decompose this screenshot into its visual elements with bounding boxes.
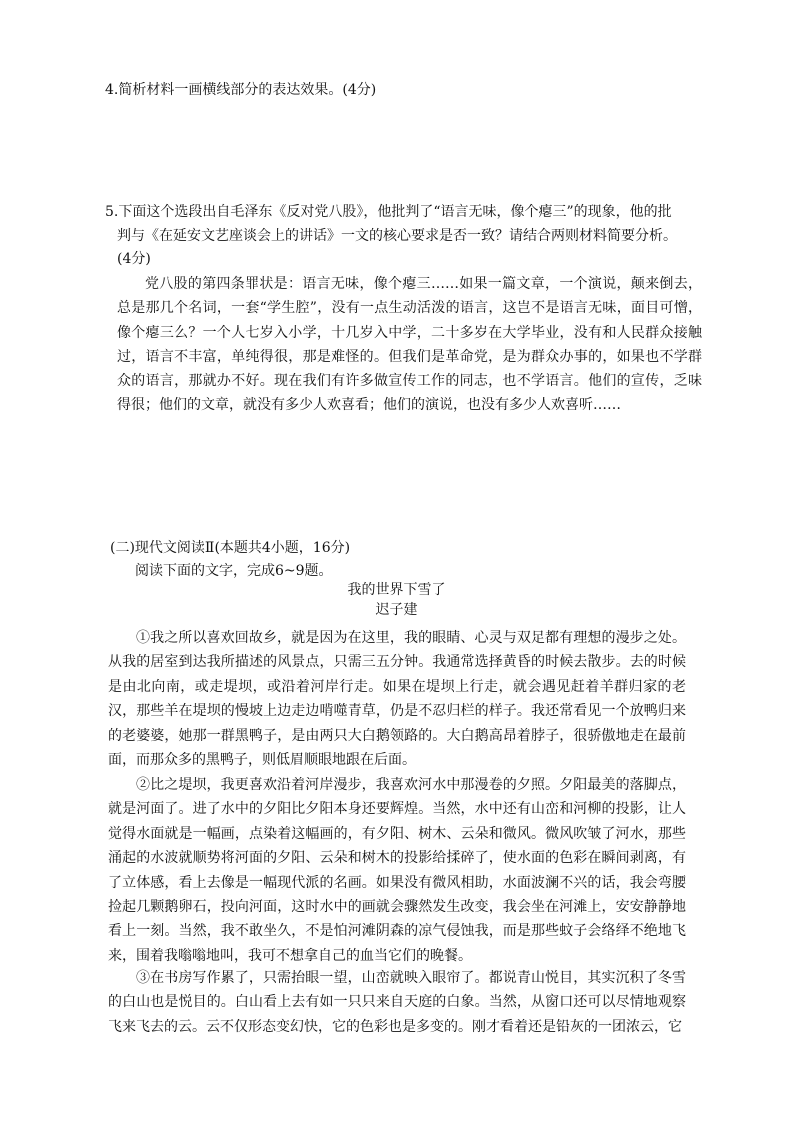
- question-5-material: 党八股的第四条罪状是：语言无味，像个瘪三……如果一篇文章，一个演说，颠来倒去，总是那几个名词，一套“学生腔”，没有一点生动活泼的语言，这岂不是语言无味，面目可憎，像个瘪三么？一个人七岁入小学，十几岁入中学，二十多岁在大学毕业，没有和人民群众接触过，语言不丰富，单纯得很，那是难怪的。但我们是革命党，是为群众办事的，如果也不学群众的语言，那就办不好。现在我们有许多做宣传工作的同志，也不学语言。他们的宣传，乏味得很；他们的文章，就没有多少人欢喜看；他们的演说，也没有多少人欢喜听……: [117, 276, 702, 414]
- question-4: 4.简析材料一画横线部分的表达效果。(4分): [105, 82, 377, 98]
- article-paragraph-3: ③在书房写作累了，只需抬眼一望，山峦就映入眼帘了。都说青山悦目，其实沉积了冬雪的白山也是悦目的。白山看上去有如一只只来自天庭的白象。当然，从窗口还可以尽情地观察飞来飞去的云。云不仅形态变幻快，它的色彩也是多变的。刚才看着还是铅灰的一团浓云，它: [108, 970, 686, 1035]
- article-paragraph-1: ①我之所以喜欢回故乡，就是因为在这里，我的眼睛、心灵与双足都有理想的漫步之处。从我的居室到达我所描述的风景点，只需三五分钟。我通常选择黄昏的时候去散步。去的时候是由北向南，或走堤坝，或沿着河岸行走。如果在堤坝上行走，就会遇见赶着羊群归家的老汉，那些羊在堤坝的慢坡上边走边啃噬青草，仍是不忍归栏的样子。我还常看见一个放鸭归来的老婆婆，她那一群黑鸭子，是由两只大白鹅领路的。大白鹅高昂着脖子，很骄傲地走在最前面，而那众多的黑鸭子，则低眉顺眼地跟在后面。: [108, 630, 686, 769]
- question-5-line-1: 5.下面这个选段出自毛泽东《反对党八股》，他批判了“语言无味，像个瘪三”的现象，他的批: [105, 204, 672, 220]
- question-5-score: (4分): [117, 251, 151, 267]
- article-paragraph-2: ②比之堤坝，我更喜欢沿着河岸漫步，我喜欢河水中那漫卷的夕照。夕阳最美的落脚点，就是河面了。进了水中的夕阳比夕阳本身还要辉煌。当然，水中还有山峦和河柳的投影，让人觉得水面就是一幅画，点染着这幅画的，有夕阳、树木、云朵和微风。微风吹皱了河水，那些涌起的水波就顺势将河面的夕阳、云朵和树木的投影给揉碎了，使水面的色彩在瞬间剥离，有了立体感，看上去像是一幅现代派的名画。如果没有微风相助，水面波澜不兴的话，我会弯腰捡起几颗鹅卵石，投向河面，这时水中的画就会骤然发生改变，我会坐在河滩上，安安静静地看上一刻。当然，我不敢坐久，不是怕河滩阴森的凉气侵蚀我，而是那些蚊子会络绎不绝地飞来，围着我嗡嗡地叫，我可不想拿自己的血当它们的晚餐。: [108, 777, 686, 964]
- article-title: 我的世界下雪了: [347, 582, 446, 598]
- article-author: 迟子建: [375, 602, 418, 618]
- reading-instruction: 阅读下面的文字，完成6~9题。: [135, 563, 333, 579]
- question-5-line-2: 判与《在延安文艺座谈会上的讲话》一文的核心要求是否一致？请结合两则材料简要分析。: [117, 228, 677, 244]
- section-heading: (二)现代文阅读Ⅱ(本题共4小题，16分): [110, 540, 351, 556]
